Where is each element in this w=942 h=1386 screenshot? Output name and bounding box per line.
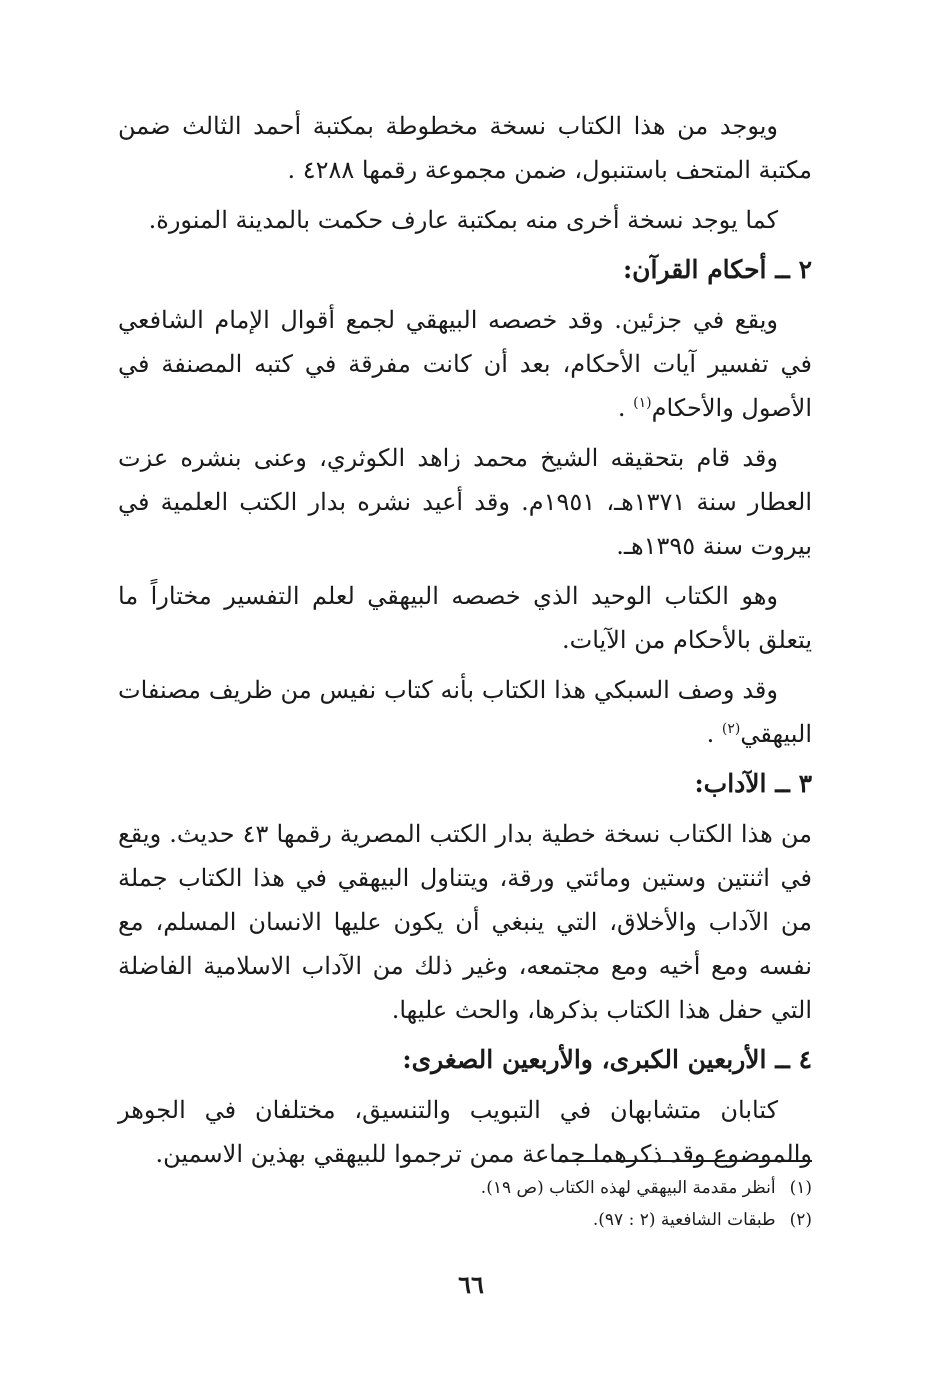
- paragraph-ahkam-text: ويقع في جزئين. وقد خصصه البيهقي لجمع أقوال الإمام الشافعي في تفسير آيات الأحكام، بعد أن كانت مفرقة في كتبه المصنفة في الأصول والأحكام: [118, 306, 812, 422]
- footnote-number: (١): [789, 1178, 812, 1198]
- footnote-text: أنظر مقدمة البيهقي لهذه الكتاب (ص ١٩).: [480, 1178, 776, 1198]
- footnote-ref-2[interactable]: (٢): [721, 721, 741, 737]
- footnote-text: طبقات الشافعية (٢ : ٩٧).: [592, 1210, 776, 1230]
- footnote-item: [118, 1204, 812, 1236]
- footnote-divider: [557, 1160, 812, 1162]
- paragraph-ahkam-editing: وقد قام بتحقيقه الشيخ محمد زاهد الكوثري، وعنى بنشره عزت العطار سنة ١٣٧١هـ، ١٩٥١م. وقد أعيد نشره بدار الكتب العلمية في بيروت سنة ١٣٩٥هـ.: [118, 444, 813, 560]
- footnote-item: [118, 1172, 812, 1204]
- paragraph-ahkam-unique: وهو الكتاب الوحيد الذي خصصه البيهقي لعلم التفسير مختاراً ما يتعلق بالأحكام من الآيات.: [118, 582, 812, 654]
- paragraph-ahkam-description: [118, 298, 812, 430]
- paragraph-ahkam-end: .: [617, 394, 634, 422]
- heading-al-adab: ٣ ــ الآداب:: [694, 769, 812, 798]
- paragraph-subki-text: وقد وصف السبكي هذا الكتاب بأنه كتاب نفيس من ظريف مصنفات البيهقي: [118, 676, 812, 748]
- page-number: ٦٦: [458, 1270, 484, 1299]
- footnotes: [118, 1172, 812, 1236]
- paragraph-manuscript-copy: ويوجد من هذا الكتاب نسخة مخطوطة بمكتبة أحمد الثالث ضمن مكتبة المتحف باستنبول، ضمن مجموعة رقمها ٤٢٨٨ .: [118, 112, 812, 184]
- paragraph-subki-description: [118, 668, 812, 756]
- paragraph-another-copy: كما يوجد نسخة أخرى منه بمكتبة عارف حكمت بالمدينة المنورة.: [148, 206, 778, 234]
- footnote-ref-1[interactable]: (١): [633, 395, 652, 411]
- page-body: [118, 104, 812, 1182]
- heading-ahkam-al-quran: ٢ ــ أحكام القرآن:: [622, 255, 812, 284]
- footnote-number: (٢): [789, 1210, 812, 1230]
- paragraph-arbain-description: كتابان متشابهان في التبويب والتنسيق، مختلفان في الجوهر والموضوع وقد ذكرهما جماعة ممن ترجموا للبيهقي بهذين الاسمين.: [118, 1096, 812, 1168]
- paragraph-subki-end: .: [706, 720, 722, 748]
- paragraph-adab-description: من هذا الكتاب نسخة خطية بدار الكتب المصرية رقمها ٤٣ حديث. ويقع في اثنتين وستين ومائتي ورقة، ويتناول البيهقي في هذا الكتاب جملة من الآداب والأخلاق، التي ينبغي أن يكون عليها الانسان المسلم، مع نفسه ومع أخيه ومع مجتمعه، وغير ذلك من الآداب الاسلامية الفاضلة التي حفل هذا الكتاب بذكرها، والحث عليها.: [118, 820, 812, 1024]
- heading-al-arbain: ٤ ــ الأربعين الكبرى، والأربعين الصغرى:: [402, 1045, 812, 1074]
